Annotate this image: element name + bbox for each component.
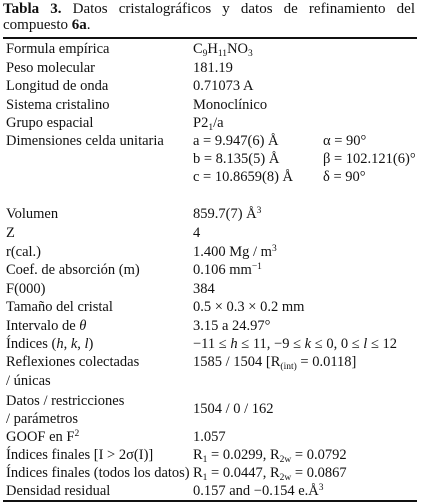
indices-label: Índices (h, k, l) <box>6 336 94 352</box>
volume-label: Volumen <box>6 206 59 222</box>
top-rule <box>3 37 417 39</box>
table-caption <box>3 1 415 33</box>
cell-alpha: α = 90° <box>323 133 367 149</box>
theta-label: Intervalo de θ <box>6 318 87 334</box>
weight-value: 181.19 <box>193 60 233 76</box>
cell-delta: δ = 90° <box>323 169 366 185</box>
weight-label: Peso molecular <box>6 60 95 76</box>
absorption-value: 0.106 $mm^{-1}$ <box>193 262 262 278</box>
final-indices-value: $R_1 = 0.0299$, $R_{2w} = 0.0792$ <box>193 447 347 465</box>
system-label: Sistema cristalino <box>6 97 110 113</box>
f000-label: F(000) <box>6 281 46 297</box>
caption-text: Datos cristalográficos y datos de refinamiento del compuesto <box>3 1 415 33</box>
size-value: 0.5 × 0.3 × 0.2 mm <box>193 299 305 315</box>
reflections-value: 1585 / 1504 $[R_{(int)} = 0.0118]$ <box>193 354 357 372</box>
cell-beta: β = 102.121(6)° <box>323 151 416 167</box>
reflections-label: Reflexiones colectadas <box>6 354 140 370</box>
f000-value: 384 <box>193 281 215 297</box>
data-label: Datos / restricciones <box>6 393 125 409</box>
final-indices-all-label: Índices finales (todos los datos) <box>6 465 190 481</box>
cell-a: a = 9.947(6) Å <box>193 133 279 149</box>
formula-value: $C_9H_{11}NO_3$ <box>193 41 253 59</box>
theta-value: 3.15 a 24.97° <box>193 318 271 334</box>
residual-value: 0.157 and −0.154 $e.Å^3$ <box>193 483 324 499</box>
absorption-label: Coef. de absorción (m) <box>6 262 140 278</box>
wavelength-value: 0.71073 A <box>193 78 254 94</box>
goof-label: GOOF en $F^2$ <box>6 429 80 445</box>
size-label: Tamaño del cristal <box>6 299 113 315</box>
bottom-rule <box>3 500 417 502</box>
indices-value: −11 ≤ h ≤ 11, −9 ≤ k ≤ 0, 0 ≤ l ≤ 12 <box>193 336 398 352</box>
goof-value: 1.057 <box>193 429 226 445</box>
caption-label: Tabla 3. <box>3 1 62 17</box>
final-indices-all-value: $R_1 = 0.0447$, $R_{2w} = 0.0867$ <box>193 465 347 483</box>
data-value: 1504 / 0 / 162 <box>193 401 274 417</box>
group-value: $P2_1/a$ <box>193 115 224 133</box>
z-label: Z <box>6 225 15 241</box>
volume-value: 859.7(7) $Å^3$ <box>193 206 262 222</box>
cell-label: Dimensiones celda unitaria <box>6 133 164 149</box>
group-label: Grupo espacial <box>6 115 94 131</box>
caption-compound: 6a <box>71 17 87 33</box>
cell-c: c = 10.8659(8) Å <box>193 169 293 185</box>
formula-label: Formula empírica <box>6 41 110 57</box>
z-value: 4 <box>193 225 201 241</box>
system-value: Monoclínico <box>193 97 268 113</box>
residual-label: Densidad residual <box>6 483 111 499</box>
cell-b: b = 8.135(5) Å <box>193 151 280 167</box>
reflections-label-2: / únicas <box>6 373 51 389</box>
density-label: r(cal.) <box>6 244 42 260</box>
final-indices-label: Índices finales [I > 2σ(I)] <box>6 447 154 463</box>
wavelength-label: Longitud de onda <box>6 78 109 94</box>
data-label-2: / parámetros <box>6 411 79 427</box>
density-value: 1.400 Mg / $m^3$ <box>193 244 277 260</box>
caption-end: . <box>86 17 91 33</box>
